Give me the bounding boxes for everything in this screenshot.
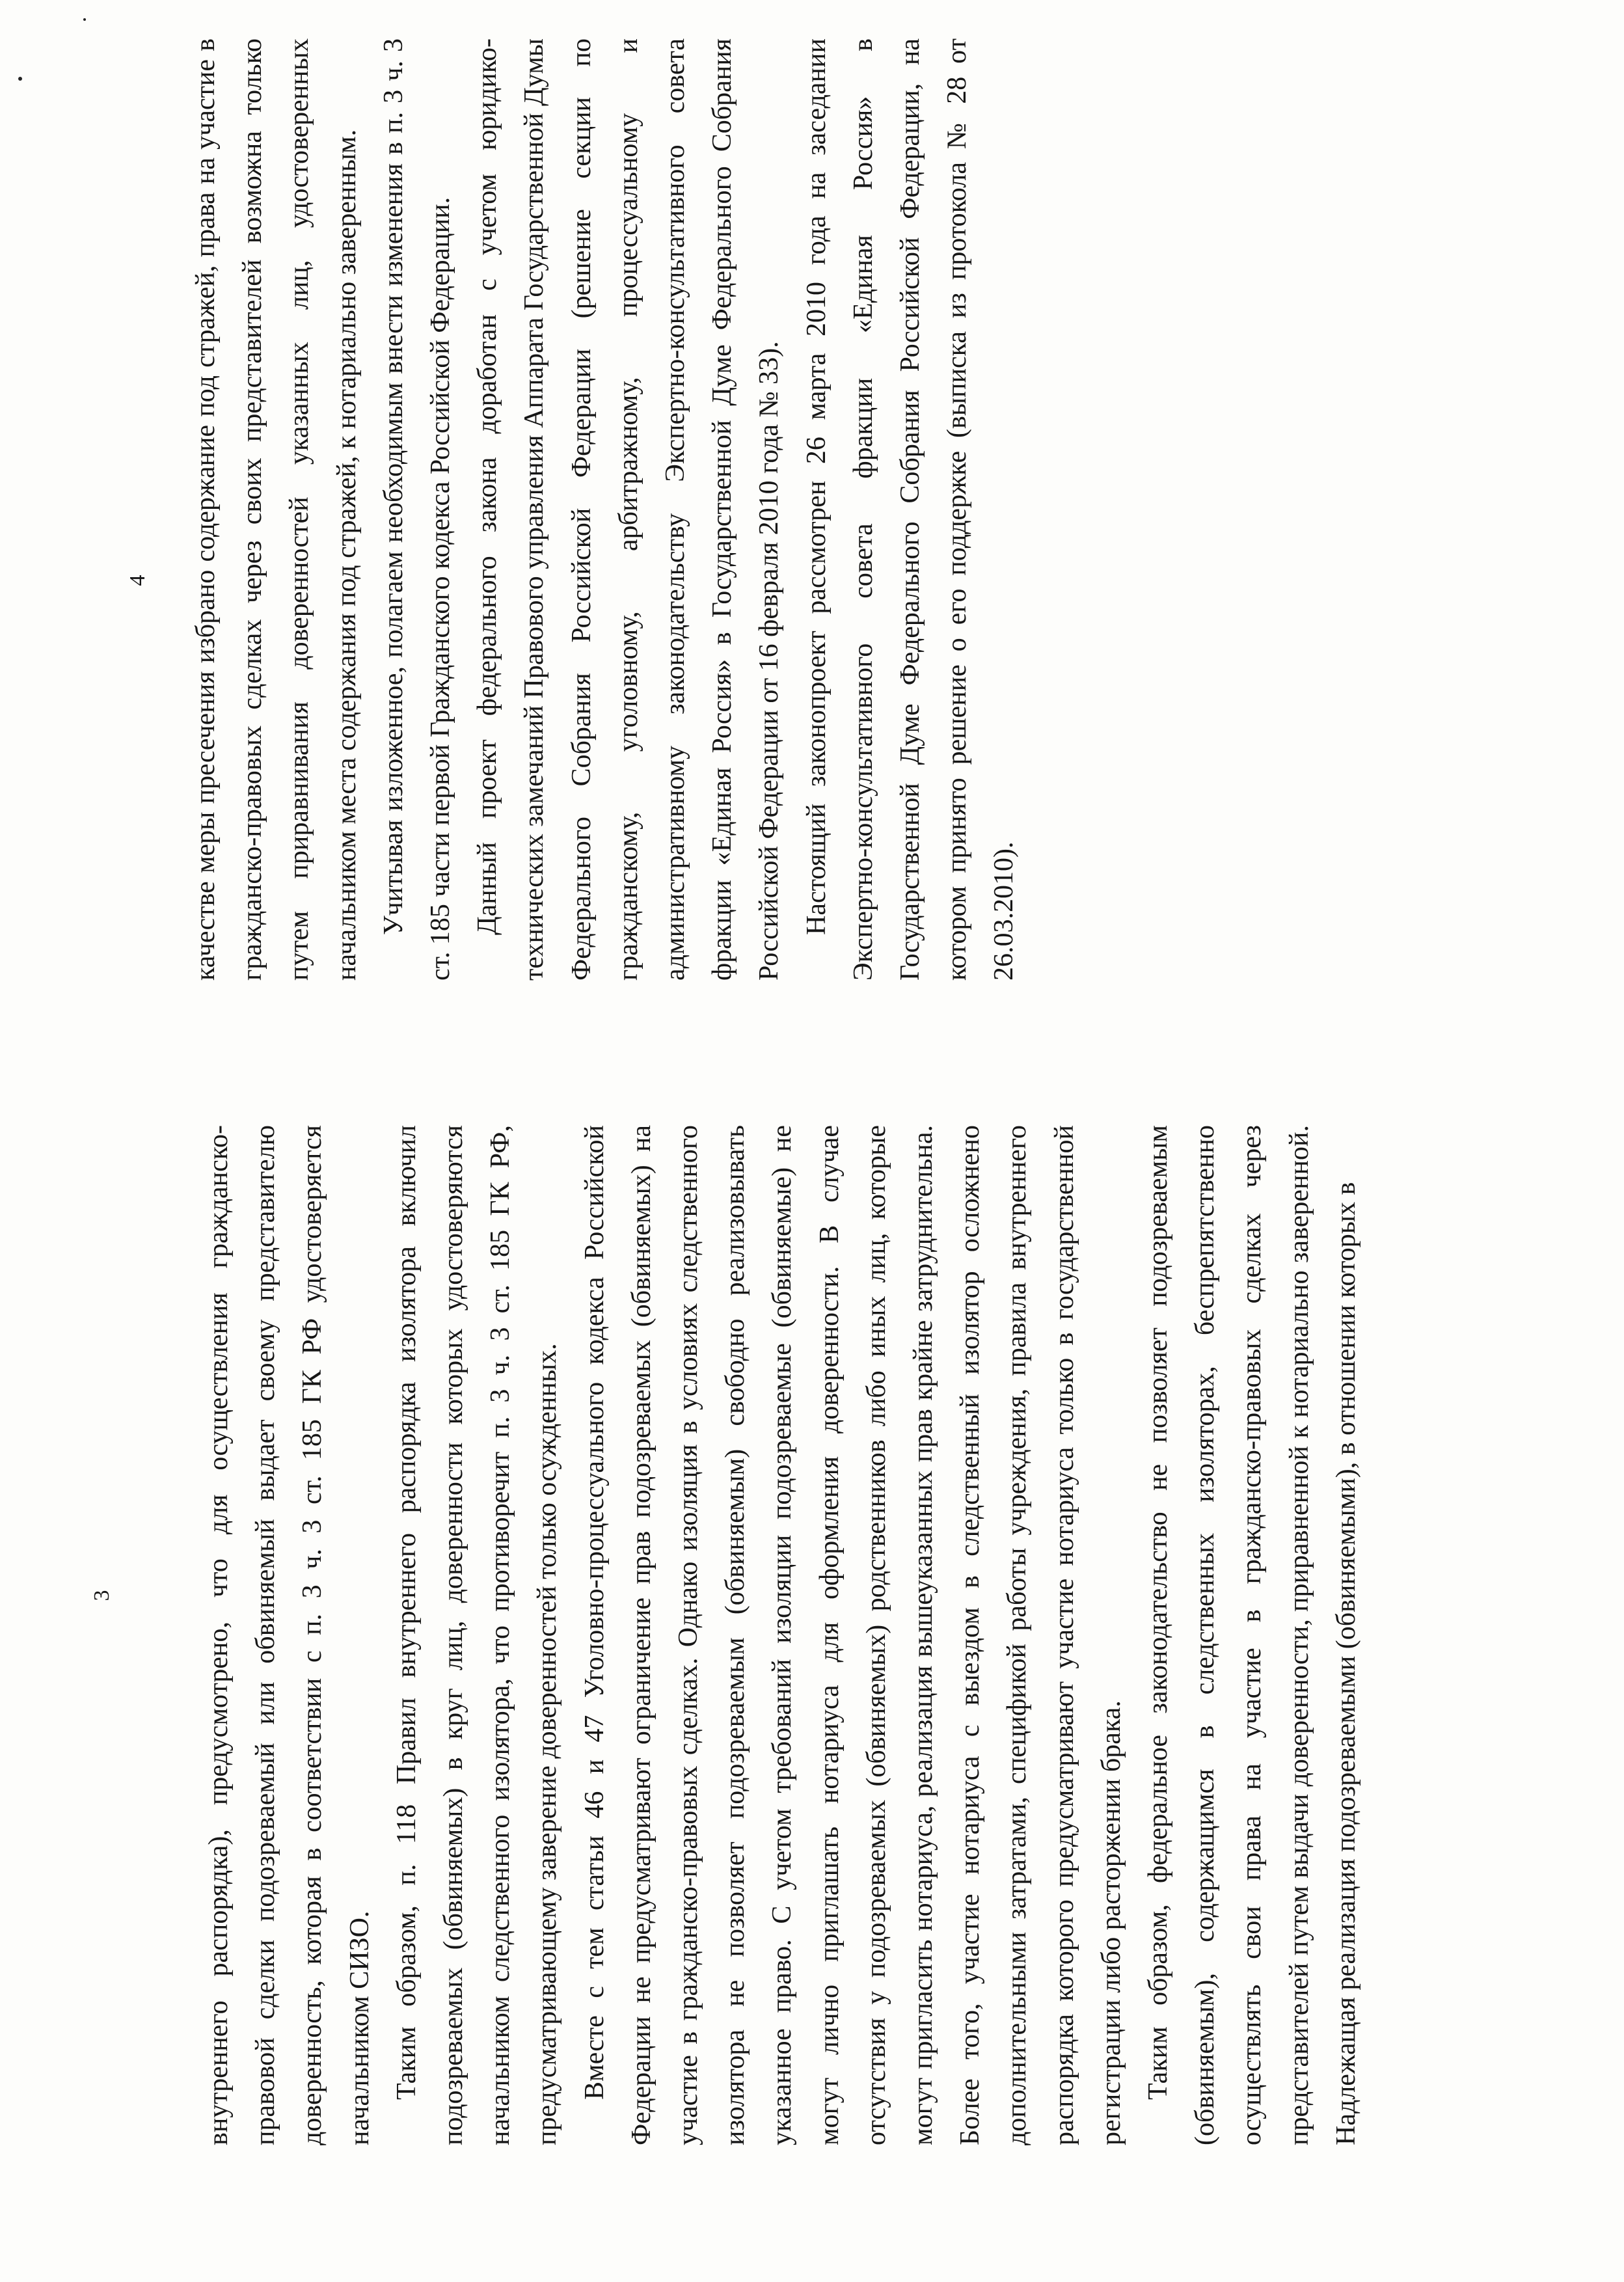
paragraph: Учитывая изложенное, полагаем необходимым внести изменения в п. 3 ч. 3 ст. 185 части первой Гражданского кодекса Российской Федерации.: [378, 38, 456, 981]
right-page-text: [182, 38, 1028, 981]
page-number-right: 4: [126, 575, 150, 586]
left-page-text: [195, 1125, 1370, 2145]
page-number-left: 3: [90, 1590, 114, 1601]
paragraph: Настоящий законопроект рассмотрен 26 марта 2010 года на заседании Экспертно-консультативного совета фракции «Единая Россия» в Государственной Думе Федерального Собрания Российской Федерации, на котором принято решение о его поддержке (выписка из протокола № 28 от 26.03.2010).: [801, 38, 1020, 981]
paragraph: Таким образом, федеральное законодательство не позволяет подозреваемым (обвиняемым), содержащимся в следственных изоляторах, беспрепятственно осуществлять свои права на участие в гражданско-правовых сделках через представителей путем выдачи доверенности, приравненной к нотариально заверенной. Надлежащая реализация подозреваемыми (обвиняемыми), в отношении которых в: [1143, 1125, 1361, 2145]
paragraph: Таким образом, п. 118 Правил внутреннего распорядка изолятора включил подозреваемых (обвиняемых) в круг лиц, доверенности которых удостоверяются начальником следственного изолятора, что противоречит п. 3 ч. 3 ст. 185 ГК РФ, предусматривающему заверение доверенностей только осужденных.: [391, 1125, 563, 2145]
paragraph: Вместе с тем статьи 46 и 47 Уголовно-процессуального кодекса Российской Федерации не предусматривают ограничение прав подозреваемых (обвиняемых) на участие в гражданско-правовых сделках. Однако изоляция в условиях следственного изолятора не позволяет подозреваемым (обвиняемым) свободно реализовывать указанное право. С учетом требований изоляции подозреваемые (обвиняемые) не могут лично приглашать нотариуса для оформления доверенности. В случае отсутствия у подозреваемых (обвиняемых) родственников либо иных лиц, которые могут пригласить нотариуса, реализация вышеуказанных прав крайне затруднительна. Более того, участие нотариуса с выездом в следственный изолятор осложнено дополнительными затратами, спецификой работы учреждения, правила внутреннего распорядка которого предусматривают участие нотариуса только в государственной регистрации либо расторжении брака.: [579, 1125, 1126, 2145]
paragraph: качестве меры пресечения избрано содержание под стражей, права на участие в гражданско-правовых сделках через своих представителей возможна только путем приравнивания доверенностей указанных лиц, удостоверенных начальником места содержания под стражей, к нотариально заверенным.: [191, 38, 362, 981]
paragraph: Данный проект федерального закона доработан с учетом юридико-технических замечаний Правового управления Аппарата Государственной Думы Федерального Собрания Российской Федерации (решение секции по гражданскому, уголовному, арбитражному, процессуальному и административному законодательству Экспертно-консультативного совета фракции «Единая Россия» в Государственной Думе Федерального Собрания Российской Федерации от 16 февраля 2010 года № 33).: [472, 38, 785, 981]
paragraph: внутреннего распорядка), предусмотрено, что для осуществления гражданско-правовой сделки подозреваемый или обвиняемый выдает своему представителю доверенность, которая в соответствии с п. 3 ч. 3 ст. 185 ГК РФ удостоверяется начальником СИЗО.: [204, 1125, 375, 2145]
